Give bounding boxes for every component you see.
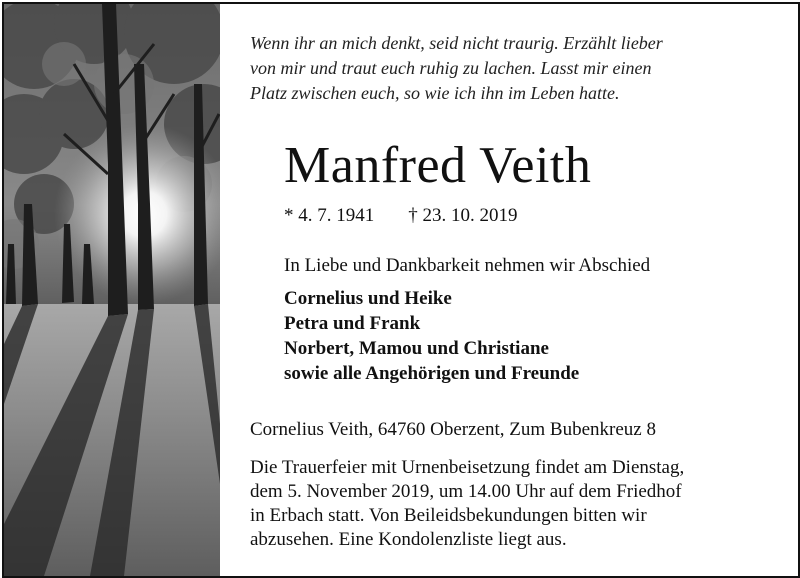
service-line: abzusehen. Eine Kondolenzliste liegt aus. [250,529,567,550]
mourner-entry: Petra und Frank [284,313,421,334]
service-line: Die Trauerfeier mit Urnenbeisetzung findet am Dienstag, [250,457,685,478]
mourner-entry: Norbert, Mamou und Christiane [284,338,549,359]
mourner-entry: Cornelius und Heike [284,288,452,309]
poem-line: Platz zwischen euch, so wie ich ihn im Leben hatte. [250,83,620,103]
deceased-name: Manfred Veith [284,137,592,194]
mourners-list [284,286,579,386]
park-trees-image [4,4,220,576]
mourner-entry: sowie alle Angehörigen und Freunde [284,363,580,384]
obituary-notice [2,2,800,578]
poem-line: von mir und traut euch ruhig zu lachen. Lasst mir einen [250,58,652,78]
poem-line: Wenn ihr an mich denkt, seid nicht traurig. Erzählt lieber [250,33,663,53]
funeral-service-info [250,456,790,552]
life-dates [284,204,518,228]
birth-date: * 4. 7. 1941 [284,205,375,226]
death-date: † 23. 10. 2019 [408,205,518,226]
farewell-line: In Liebe und Dankbarkeit nehmen wir Abschied [284,255,651,276]
service-line: dem 5. November 2019, um 14.00 Uhr auf dem Friedhof [250,481,682,502]
trees-sunlight-photo [4,4,220,576]
contact-address: Cornelius Veith, 64760 Oberzent, Zum Bubenkreuz 8 [250,419,656,440]
service-line: in Erbach statt. Von Beileidsbekundungen bitten wir [250,505,647,526]
memorial-poem [250,31,770,106]
